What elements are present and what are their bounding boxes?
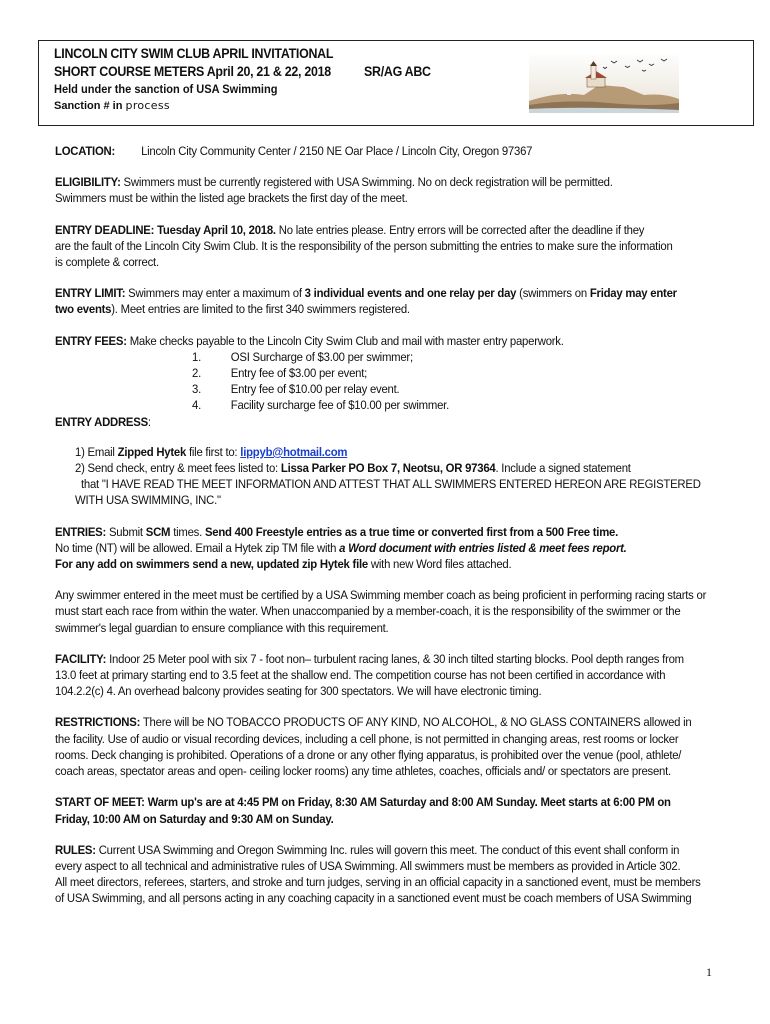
header-box <box>38 40 754 126</box>
entry-deadline-section: ENTRY DEADLINE: Tuesday April 10, 2018. No late entries please. Entry errors will be corrected after the deadline if they are the fault of the Lincoln City Swim Club. It is the responsibility of the person submitting the entries to make sure the information is complete & correct. <box>55 222 673 270</box>
location-section: LOCATION: Lincoln City Community Center / 2150 NE Oar Place / Lincoln City, Oregon 97367 <box>55 144 533 158</box>
entry-limit-section: ENTRY LIMIT: Swimmers may enter a maximum of 3 individual events and one relay per day (swimmers on Friday may enter two events). Meet entries are limited to the first 340 swimmers registered. <box>55 286 677 317</box>
fee-item: 3. Entry fee of $10.00 per relay event. <box>192 382 400 397</box>
eligibility-section: ELIGIBILITY: Swimmers must be currently registered with USA Swimming. No on deck registration will be permitted. Swimmers must be within the listed age brackets the first day of the meet. <box>55 175 613 206</box>
page-number: 1 <box>706 965 712 979</box>
email-link[interactable]: lippyb@hotmail.com <box>240 444 348 459</box>
fee-item: 2. Entry fee of $3.00 per event; <box>192 366 368 381</box>
entries-section: ENTRIES: Submit SCM times. Send 400 Freestyle entries as a true time or converted first from a 500 Free time. No time (NT) will be allowed. Email a Hytek zip TM file with a Word document with entries listed & meet fees report. For any add on swimmers send a new, updated zip Hytek file with new Word files attached. <box>55 524 627 572</box>
rules-section: RULES: Current USA Swimming and Oregon Swimming Inc. rules will govern this meet. The conduct of this event shall conform in every aspect to all technical and administrative rules of USA Swimming. All swimmers must be members as provided in Article 302. All meet directors, referees, starters, and stroke and turn judges, serving in an official capacity in a sanctioned event, must be members of USA Swimming, and all persons acting in any coaching capacity in a sanctioned event must be coach members of USA Swimming <box>55 842 701 906</box>
entry-fees-section: ENTRY FEES: Make checks payable to the Lincoln City Swim Club and mail with master entry paperwork. 1. OSI Surcharge of $3.00 per swimmer; 2. Entry fee of $3.00 per event; 3. Entry fee of $10.00 per relay event. 4. Facility surcharge fee of $10.00 per swimmer. ENTRY ADDRESS: <box>55 333 745 430</box>
meet-subtitle: SHORT COURSE METERS April 20, 21 & 22, 2018 SR/AG ABC <box>54 64 431 79</box>
restrictions-section: RESTRICTIONS: There will be NO TOBACCO PRODUCTS OF ANY KIND, NO ALCOHOL, & NO GLASS CONTAINERS allowed in the facility. Use of audio or visual recording devices, including a cell phone, is not permitted in changing areas, rest rooms or locker rooms. Deck changing is prohibited. Operations of a drone or any other flying apparatus, is prohibited over the venue (pool, athlete/ coach areas, spectator areas and open- ceiling locker rooms) any time athletes, coaches, officials and/ or spectators are present. <box>55 715 692 779</box>
facility-section: FACILITY: Indoor 25 Meter pool with six 7 - foot non– turbulent racing lanes, & 30 inch tilted starting blocks. Pool depth ranges from 13.0 feet at primary starting end to 3.5 feet at the shallow end. The competition course has not been certified in accordance with 104.2.2(c) 4. An overhead balcony provides seating for 300 spectators. We will have electronic timing. <box>55 651 684 699</box>
meet-title: LINCOLN CITY SWIM CLUB APRIL INVITATIONAL <box>54 46 334 61</box>
certification-section: Any swimmer entered in the meet must be certified by a USA Swimming member coach as being proficient in performing racing starts or must start each race from within the water. When unaccompanied by a member-coach, it is the responsibility of the swimmer or the swimmer's legal guardian to ensure compliance with this requirement. <box>55 588 707 635</box>
lighthouse-seascape-logo <box>529 55 679 113</box>
start-of-meet-section: START OF MEET: Warm up's are at 4:45 PM on Friday, 8:30 AM Saturday and 8:00 AM Sunday. Meet starts at 6:00 PM on Friday, 10:00 AM on Saturday and 9:30 AM on Sunday. <box>55 795 671 826</box>
fee-item: 1. OSI Surcharge of $3.00 per swimmer; <box>192 349 413 364</box>
document-body <box>55 143 745 907</box>
entry-address-section: 1) Email Zipped Hytek file first to: lippyb@hotmail.com 2) Send check, entry & meet fees listed to: Lissa Parker PO Box 7, Neotsu, OR 97364. Include a signed statement that "I HAVE READ THE MEET INFORMATION AND ATTEST THAT ALL SWIMMERS ENTERED HEREON ARE REGISTERED WITH USA SWIMMING, INC." <box>75 444 701 508</box>
header-text <box>54 45 464 115</box>
fee-item: 4. Facility surcharge fee of $10.00 per swimmer. <box>192 398 449 413</box>
meet-classification: SR/AG ABC <box>363 64 431 79</box>
sanction-number: Sanction # in process <box>54 99 170 112</box>
sanction-line: Held under the sanction of USA Swimming <box>54 82 278 96</box>
